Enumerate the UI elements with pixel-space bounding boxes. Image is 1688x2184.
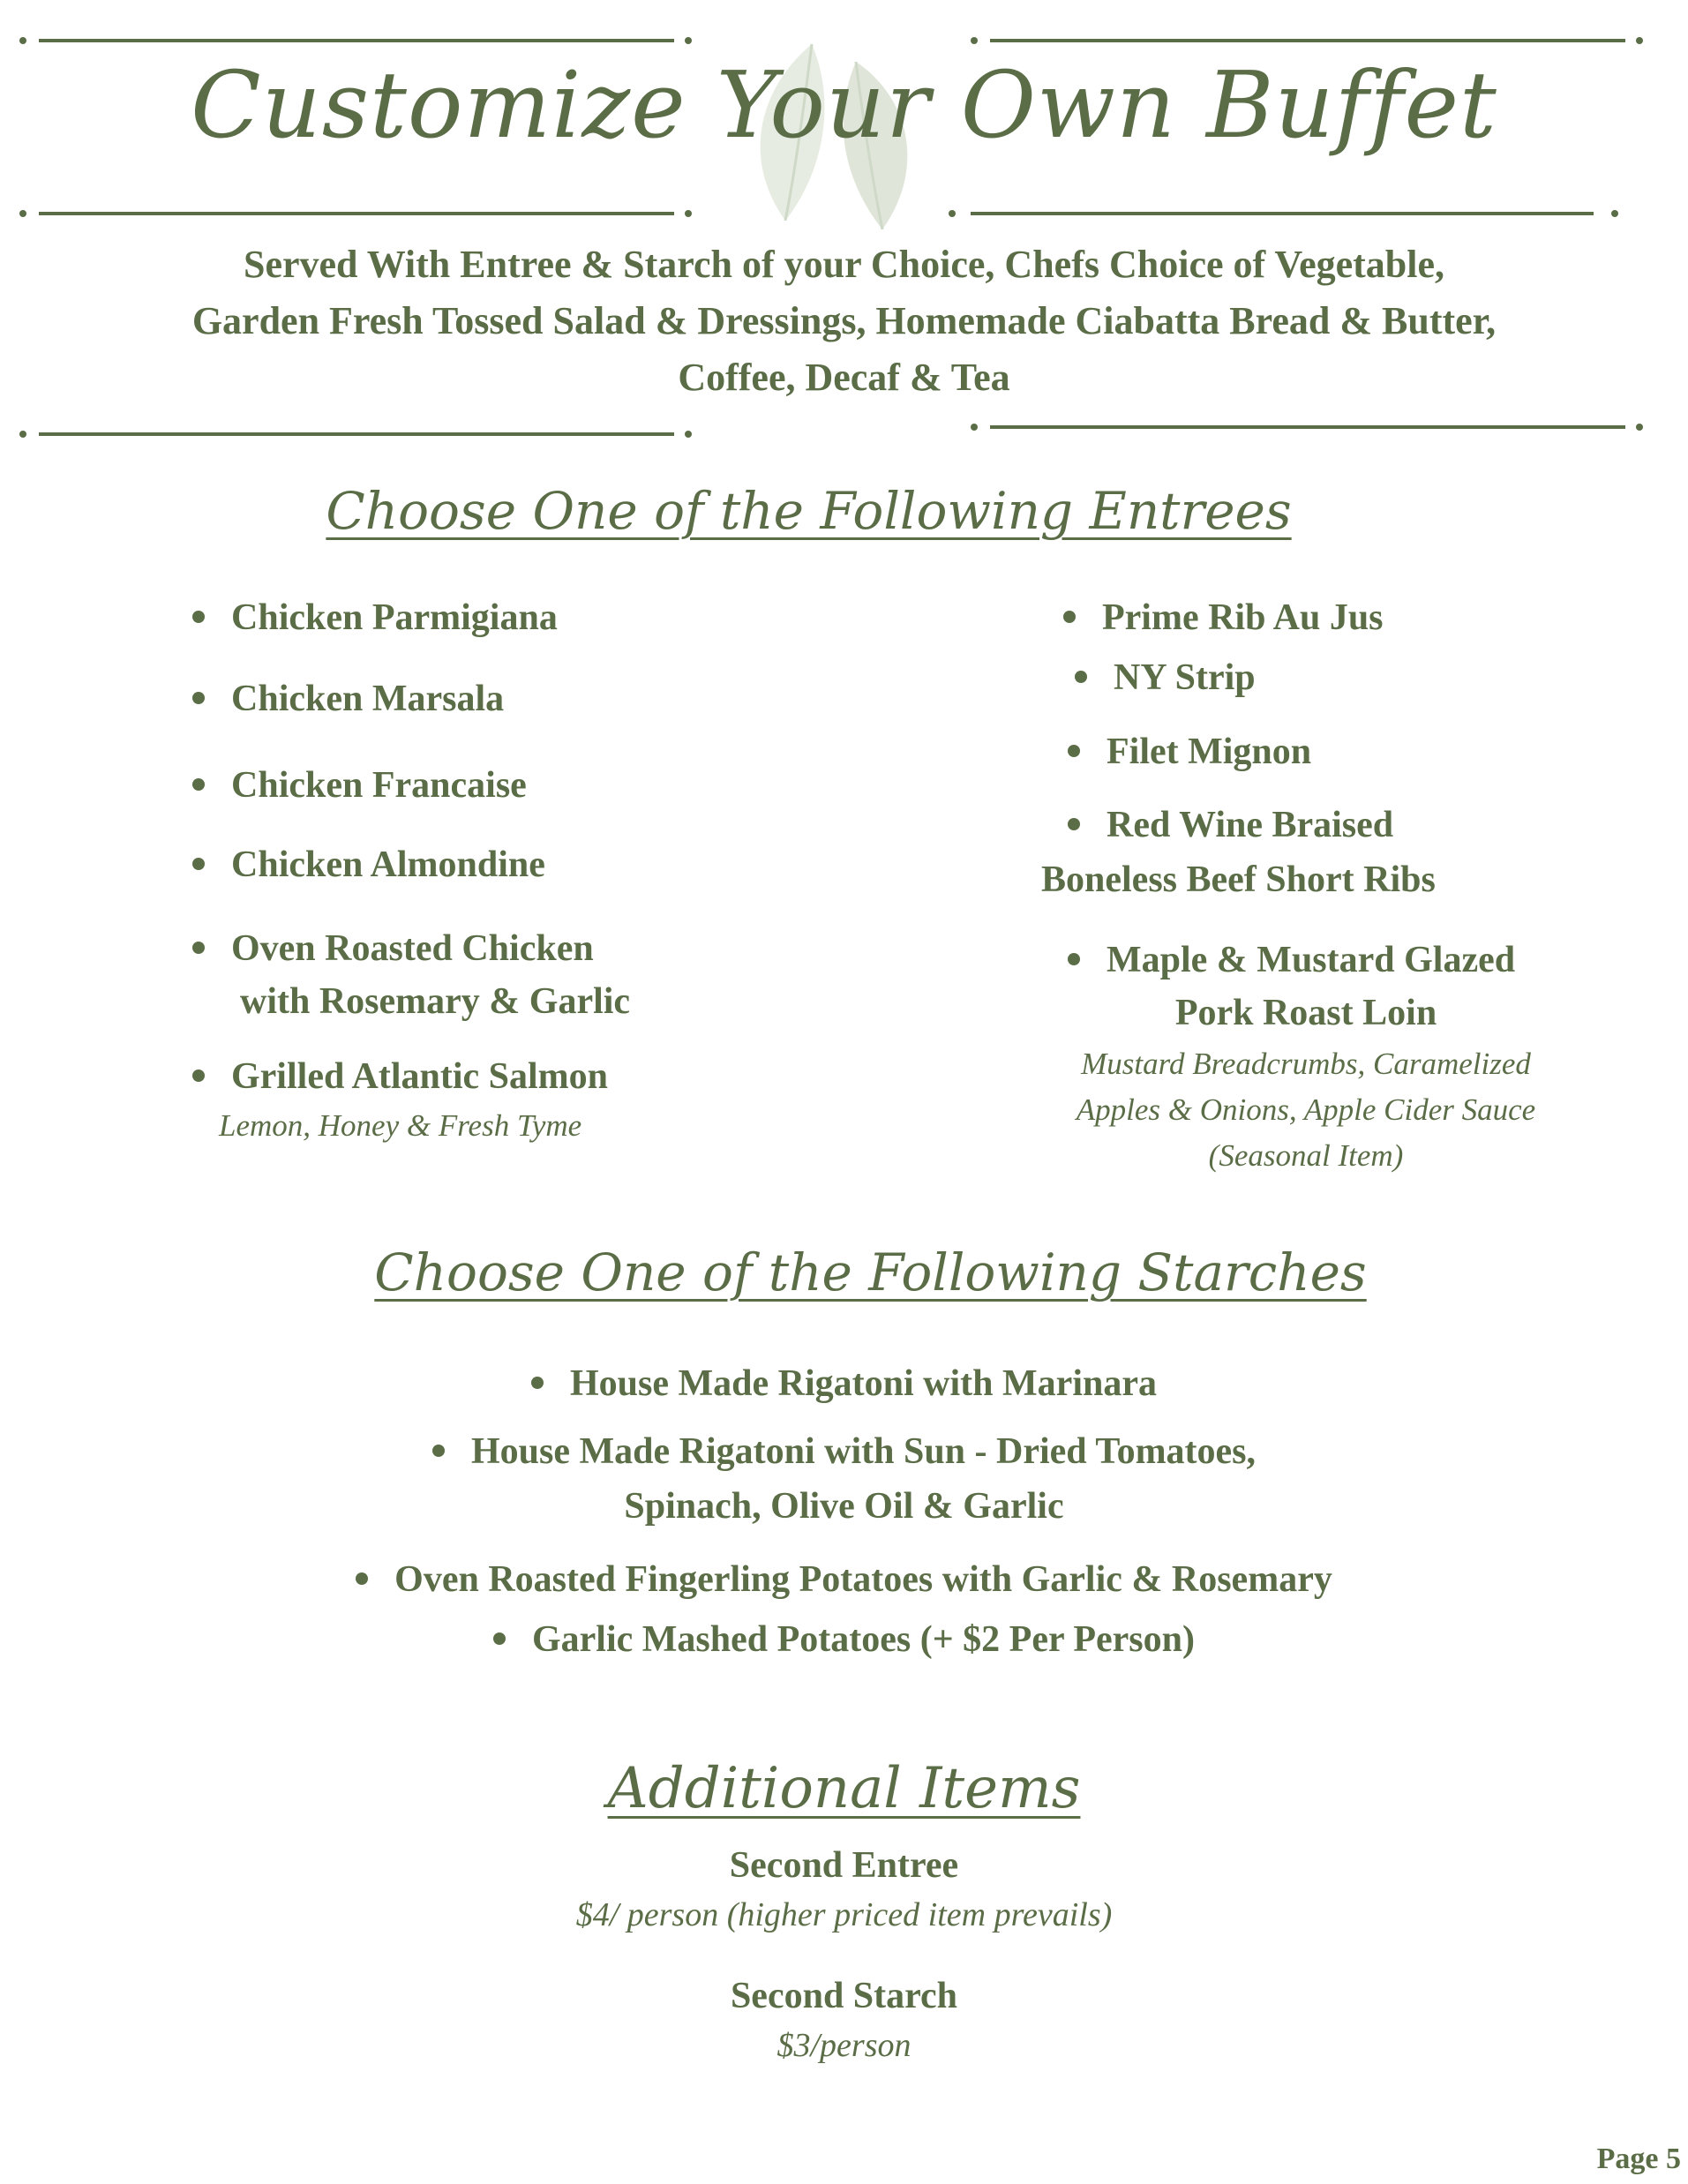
rule-dot [685,431,692,438]
rule-dot [685,37,692,44]
item-note: Lemon, Honey & Fresh Tyme [219,1108,582,1143]
starches-heading: Choose One of the Following Starches [374,1242,1367,1302]
item-note: Mustard Breadcrumbs, Caramelized [1081,1047,1531,1081]
bullet-icon [192,858,205,870]
additional-item-price: $4/ person (higher priced item prevails) [575,1896,1113,1933]
list-item: Garlic Mashed Potatoes (+ $2 Per Person) [0,1613,1688,1666]
list-item: Chicken Francaise [192,759,527,812]
divider-rule [990,39,1625,42]
list-item-continuation: with Rosemary & Garlic [240,981,631,1022]
bullet-icon [1068,953,1080,965]
divider-rule [39,212,674,215]
list-item: Red Wine Braised [1068,799,1393,852]
list-item: Prime Rib Au Jus [1063,591,1384,644]
list-item-continuation: Spinach, Olive Oil & Garlic [624,1486,1064,1527]
bullet-icon [356,1572,368,1585]
bullet-icon [192,778,205,791]
rule-dot [1636,424,1643,431]
rule-dot [1636,37,1643,44]
divider-rule [39,39,674,42]
bullet-icon [1068,818,1080,830]
bullet-icon [192,692,205,704]
rule-dot [19,431,26,438]
bullet-icon [1068,745,1080,757]
page-number: Page 5 [1596,2143,1681,2175]
bullet-icon [192,611,205,623]
divider-rule [990,425,1625,429]
list-item: House Made Rigatoni with Marinara [0,1357,1688,1410]
intro-text [79,236,1609,406]
rule-dot [19,210,26,217]
list-item: Chicken Parmigiana [192,591,558,644]
bullet-icon [432,1445,445,1457]
list-item-continuation: Boneless Beef Short Ribs [1041,859,1436,900]
list-item: House Made Rigatoni with Sun - Dried Tomatoes, [0,1425,1688,1478]
list-item: Oven Roasted Chicken [192,922,594,975]
bullet-icon [1075,671,1087,683]
rule-dot [971,37,978,44]
entrees-heading: Choose One of the Following Entrees [326,481,1292,541]
additional-item-name: Second Entree [729,1845,959,1886]
rule-dot [19,37,26,44]
list-item: Filet Mignon [1068,725,1311,778]
list-item-continuation: Pork Roast Loin [1174,993,1437,1033]
intro-line: Served With Entree & Starch of your Choice, Chefs Choice of Vegetable, [243,243,1445,286]
rule-dot [1611,210,1618,217]
list-item: Chicken Almondine [192,838,545,891]
list-item: Maple & Mustard Glazed [1068,934,1515,987]
bullet-icon [192,942,205,954]
item-note: (Seasonal Item) [1208,1138,1404,1173]
additional-item-price: $3/person [776,2027,912,2064]
bullet-icon [192,1069,205,1082]
item-note: Apples & Onions, Apple Cider Sauce [1076,1092,1536,1127]
list-item: Oven Roasted Fingerling Potatoes with Garlic & Rosemary [0,1553,1688,1606]
rule-dot [971,424,978,431]
list-item: NY Strip [1075,651,1256,704]
bullet-icon [531,1377,544,1389]
rule-dot [685,210,692,217]
additional-item-name: Second Starch [730,1976,958,2016]
list-item: Chicken Marsala [192,672,504,725]
divider-rule [39,432,674,436]
bullet-icon [493,1632,506,1645]
page-title: Customize Your Own Buffet [191,51,1497,159]
additional-heading: Additional Items [607,1756,1081,1821]
intro-line: Coffee, Decaf & Tea [678,356,1010,399]
intro-line: Garden Fresh Tossed Salad & Dressings, Homemade Ciabatta Bread & Butter, [191,299,1497,342]
list-item: Grilled Atlantic Salmon [192,1050,608,1103]
divider-rule [971,212,1594,215]
rule-dot [949,210,956,217]
bullet-icon [1063,611,1076,623]
